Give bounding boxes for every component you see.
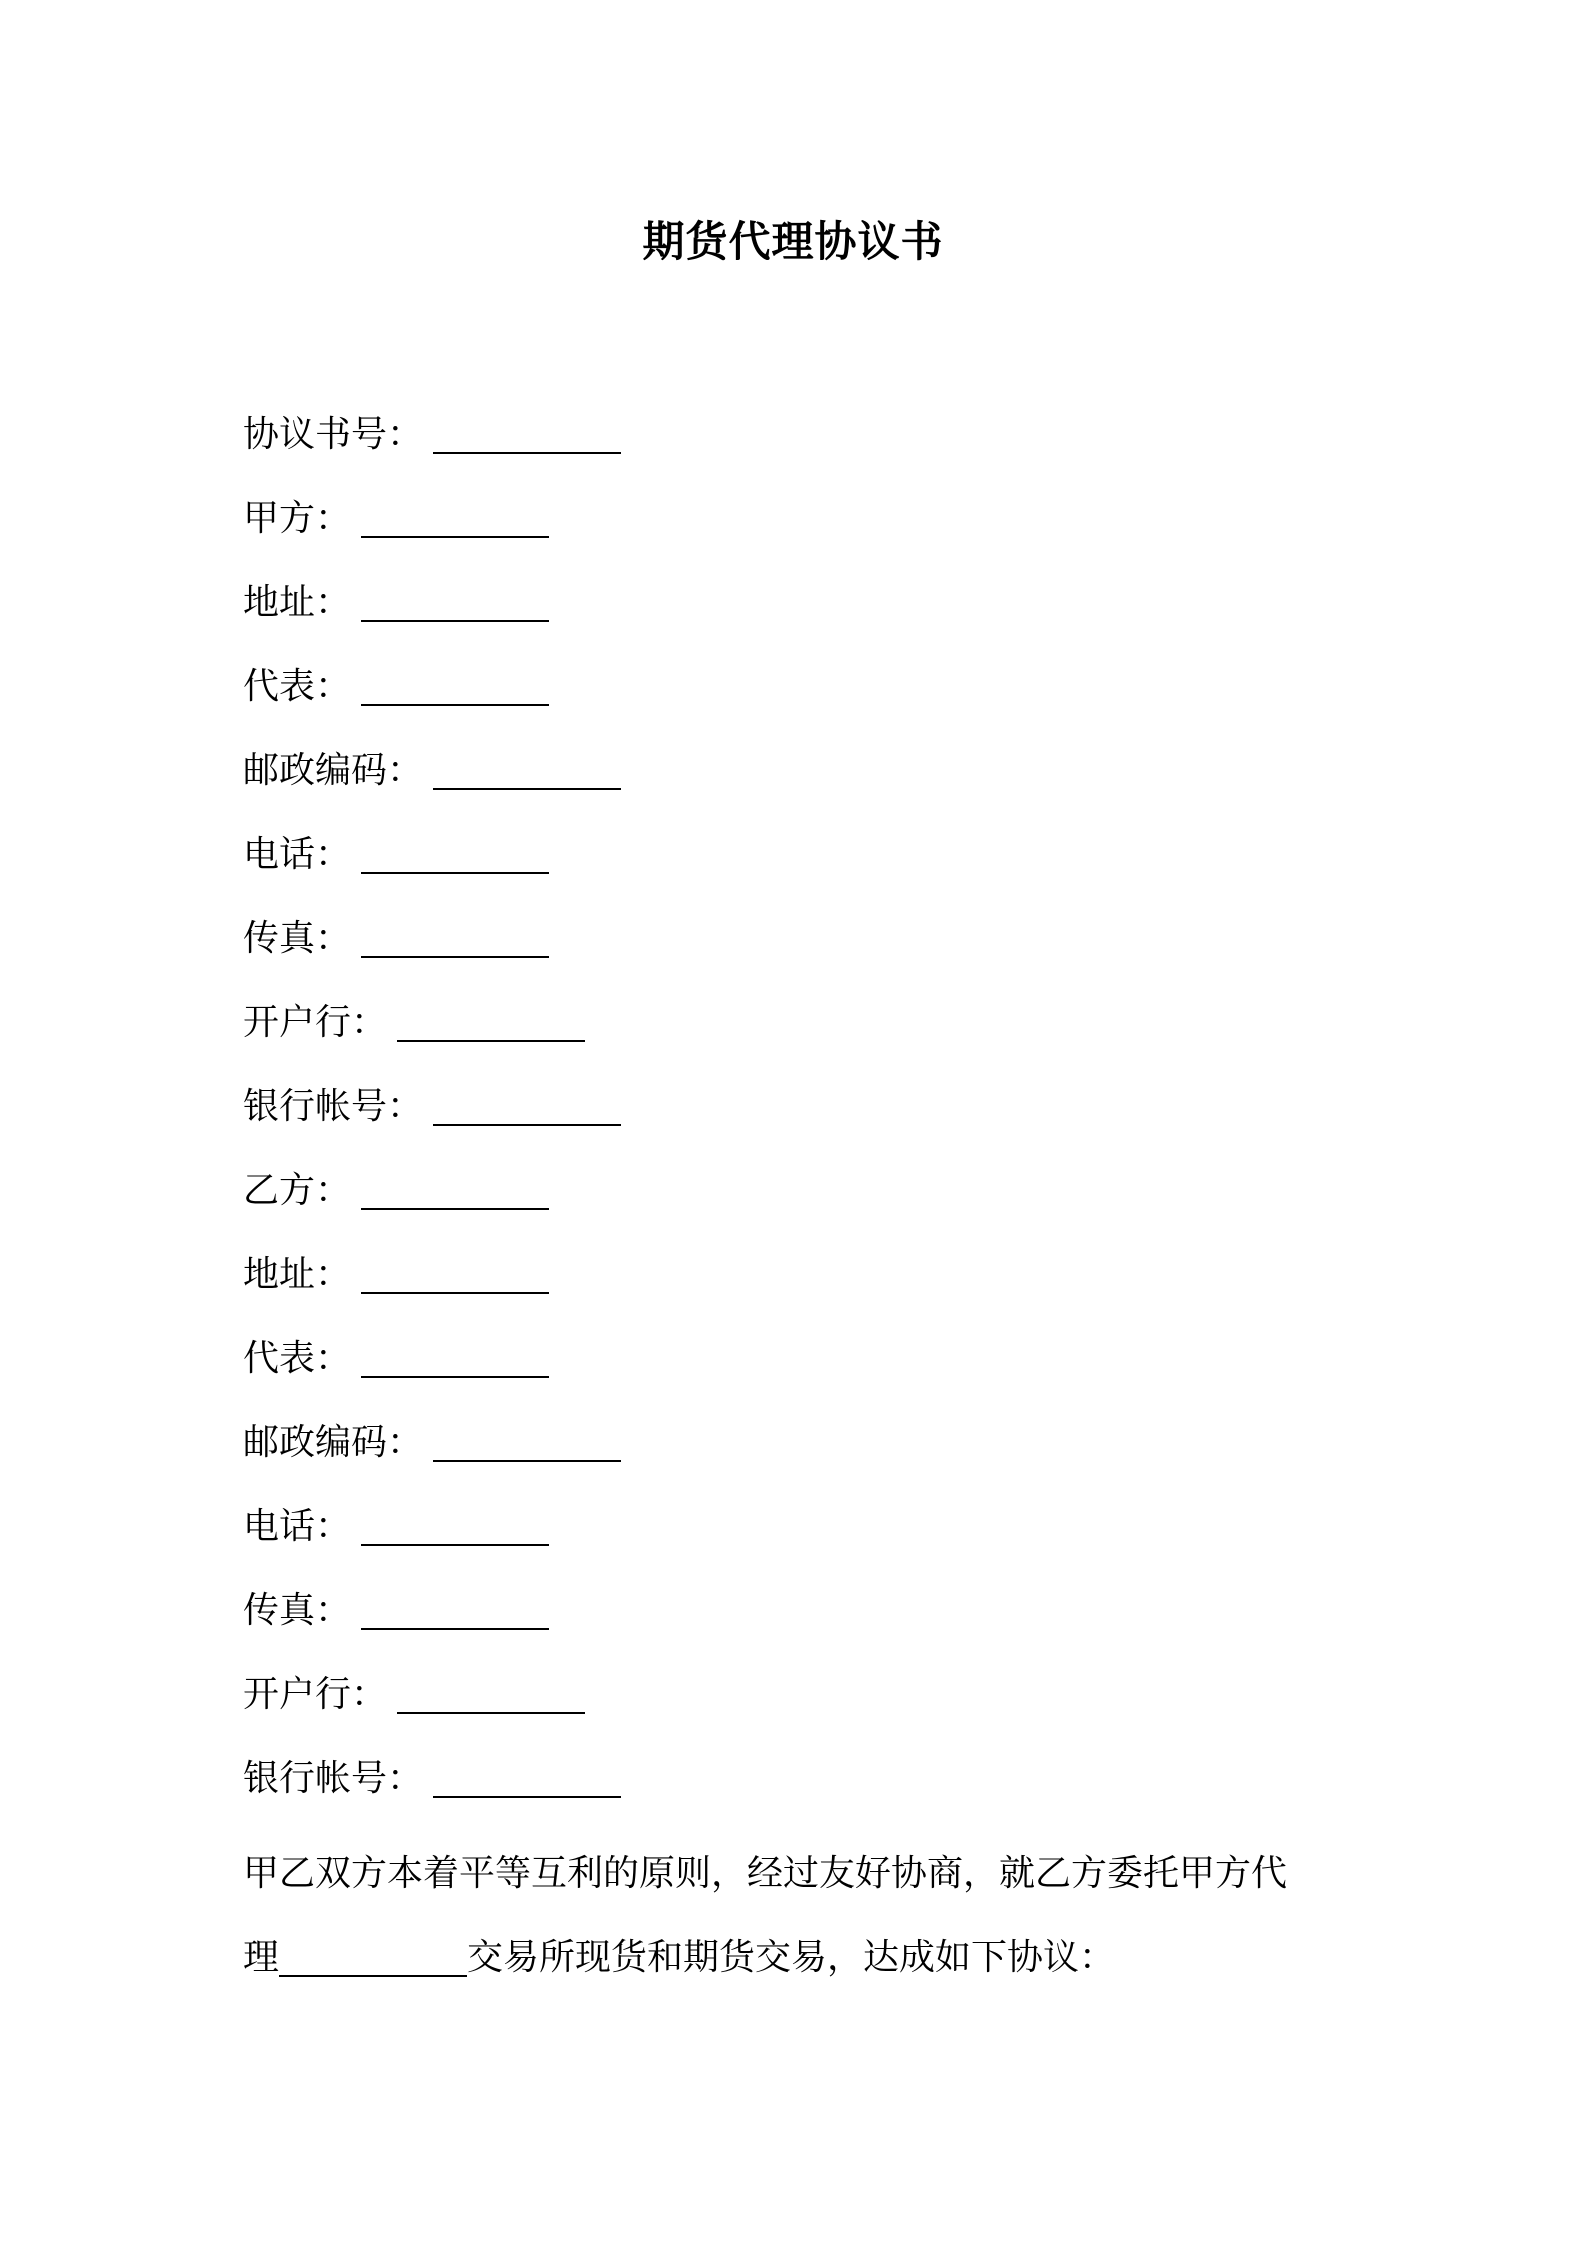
fill-in-blank (361, 1508, 549, 1546)
field-party-b-bank (243, 1665, 1363, 1749)
field-party-a-representative (243, 657, 1363, 741)
fill-in-blank (361, 1340, 549, 1378)
fill-in-blank (433, 752, 621, 790)
field-party-a-bank (243, 993, 1363, 1077)
field-party-b-fax (243, 1581, 1363, 1665)
fill-in-blank (361, 836, 549, 874)
preamble-text-end: 交易所现货和期货交易，达成如下协议： (467, 1937, 1116, 1978)
fill-in-blank (361, 920, 549, 958)
field-party-b-postcode (243, 1413, 1363, 1497)
field-party-a-phone (243, 825, 1363, 909)
document-title: 期货代理协议书 (642, 217, 944, 266)
field-label: 银行帐号： (243, 1758, 424, 1799)
fill-in-blank (361, 584, 549, 622)
field-label: 地址： (243, 1254, 352, 1295)
fill-in-blank (433, 416, 621, 454)
field-party-a-address (243, 573, 1363, 657)
field-label: 地址： (243, 582, 352, 623)
exchange-name-blank (279, 1939, 467, 1977)
field-label: 协议书号： (243, 414, 424, 455)
fill-in-blank (361, 1172, 549, 1210)
agreement-preamble (243, 1832, 1363, 2000)
fill-in-blank (397, 1004, 585, 1042)
field-label: 代表： (243, 1338, 352, 1379)
field-party-a-account (243, 1077, 1363, 1161)
field-party-b-phone (243, 1497, 1363, 1581)
fill-in-blank (433, 1424, 621, 1462)
fill-in-blank (361, 500, 549, 538)
field-party-b-account (243, 1749, 1363, 1833)
field-label: 电话： (243, 1506, 352, 1547)
preamble-line-2 (243, 1916, 1363, 2000)
fill-in-blank (433, 1760, 621, 1798)
fill-in-blank (361, 668, 549, 706)
field-label: 传真： (243, 1590, 352, 1631)
field-label: 开户行： (243, 1674, 388, 1715)
party-info-fields (243, 405, 1363, 1833)
field-label: 甲方： (243, 498, 352, 539)
field-party-a (243, 489, 1363, 573)
fill-in-blank (361, 1592, 549, 1630)
field-label: 电话： (243, 834, 352, 875)
field-label: 银行帐号： (243, 1086, 424, 1127)
field-agreement-number (243, 405, 1363, 489)
field-party-b (243, 1161, 1363, 1245)
preamble-text-start: 理 (243, 1937, 280, 1978)
fill-in-blank (433, 1088, 621, 1126)
field-party-b-address (243, 1245, 1363, 1329)
field-party-a-postcode (243, 741, 1363, 825)
field-label: 传真： (243, 918, 352, 959)
field-label: 乙方： (243, 1170, 352, 1211)
field-label: 邮政编码： (243, 750, 424, 791)
field-label: 开户行： (243, 1002, 388, 1043)
field-party-b-representative (243, 1329, 1363, 1413)
field-label: 代表： (243, 666, 352, 707)
fill-in-blank (361, 1256, 549, 1294)
fill-in-blank (397, 1676, 585, 1714)
field-party-a-fax (243, 909, 1363, 993)
field-label: 邮政编码： (243, 1422, 424, 1463)
preamble-line-1: 甲乙双方本着平等互利的原则，经过友好协商，就乙方委托甲方代 (243, 1853, 1288, 1894)
